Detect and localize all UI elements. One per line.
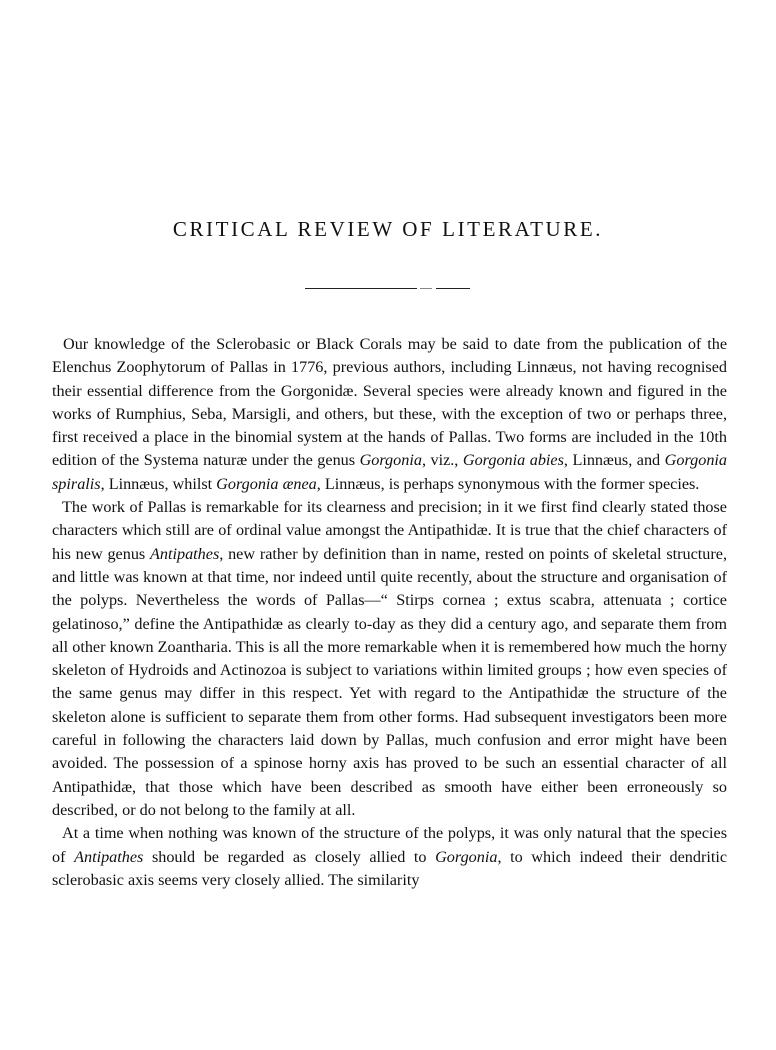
paragraph-1 xyxy=(52,333,727,496)
italic-term: Gorgonia ænea xyxy=(216,474,317,493)
title-divider xyxy=(305,288,417,289)
text-run: Our knowledge of the Sclerobasic or Black Corals may be said to date from the publication of the Elenchus Zoophytorum of Pallas in 1776, previous authors, including Linnæus, not having recognised their essential difference from the Gorgonidæ. Several species were already known and figured in the works of Rumphius, Seba, Marsigli, and others, but these, with the exception of two or perhaps three, first received a place in the binomial system at the hands of Pallas. Two forms are included in the 10th edition of the Systema naturæ under the genus xyxy=(52,335,727,470)
text-run: , viz., xyxy=(421,451,463,470)
text-run: should be regarded as closely allied to xyxy=(143,847,436,866)
text-run: , Linnæus, and xyxy=(563,451,665,470)
paragraph-2 xyxy=(52,496,727,822)
italic-term: Antipathes xyxy=(150,544,220,563)
paragraph-3 xyxy=(52,822,727,892)
title-divider-gap xyxy=(420,288,432,289)
body-text xyxy=(52,333,727,892)
text-run: , Linnæus, whilst xyxy=(100,474,217,493)
italic-term: Gorgonia xyxy=(359,451,422,470)
italic-term: Gorgonia xyxy=(435,847,498,866)
page-title: CRITICAL REVIEW OF LITERATURE. xyxy=(172,217,604,241)
text-run: , new rather by definition than in name, rested on points of skeletal structure, and little was known at that time, nor indeed until quite recently, about the structure and organisation of the polyps. Nevertheless the words of Pallas—“ Stirps cornea ; extus scabra, attenuata ; cortice gelatinoso,” define the Antipathidæ as clearly to-day as they did a century ago, and separate them from all other known Zoantharia. This is all the more remarkable when it is remembered how much the horny skeleton of Hydroids and Actinozoa is subject to variations within limited groups ; how even species of the same genus may differ in this respect. Yet with regard to the Antipathidæ the structure of the skeleton alone is sufficient to separate them from other forms. Had subsequent investigators been more careful in following the characters laid down by Pallas, much confusion and error might have been avoided. The possession of a spinose horny axis has proved to be such an essential character of all Antipathidæ, that those which have been described as smooth have either been erroneously so described, or do not belong to the family at all. xyxy=(52,544,727,819)
text-run: At a time when nothing was known of the structure of the polyps, it was only natural that the species of xyxy=(52,824,727,866)
text-run: , to which indeed their dendritic sclerobasic axis seems very closely allied. The similarity xyxy=(52,847,727,889)
italic-term: Antipathes xyxy=(74,847,144,866)
italic-term: Gorgonia abies xyxy=(462,451,564,470)
text-run: , Linnæus, is perhaps synonymous with the former species. xyxy=(316,474,700,493)
title-divider-end xyxy=(436,288,470,289)
text-run: The work of Pallas is remarkable for its clearness and precision; in it we first find clearly stated those characters which still are of ordinal value amongst the Antipathidæ. It is true that the chief characters of his new genus xyxy=(52,498,727,563)
italic-term: Gorgonia spiralis xyxy=(52,451,728,493)
